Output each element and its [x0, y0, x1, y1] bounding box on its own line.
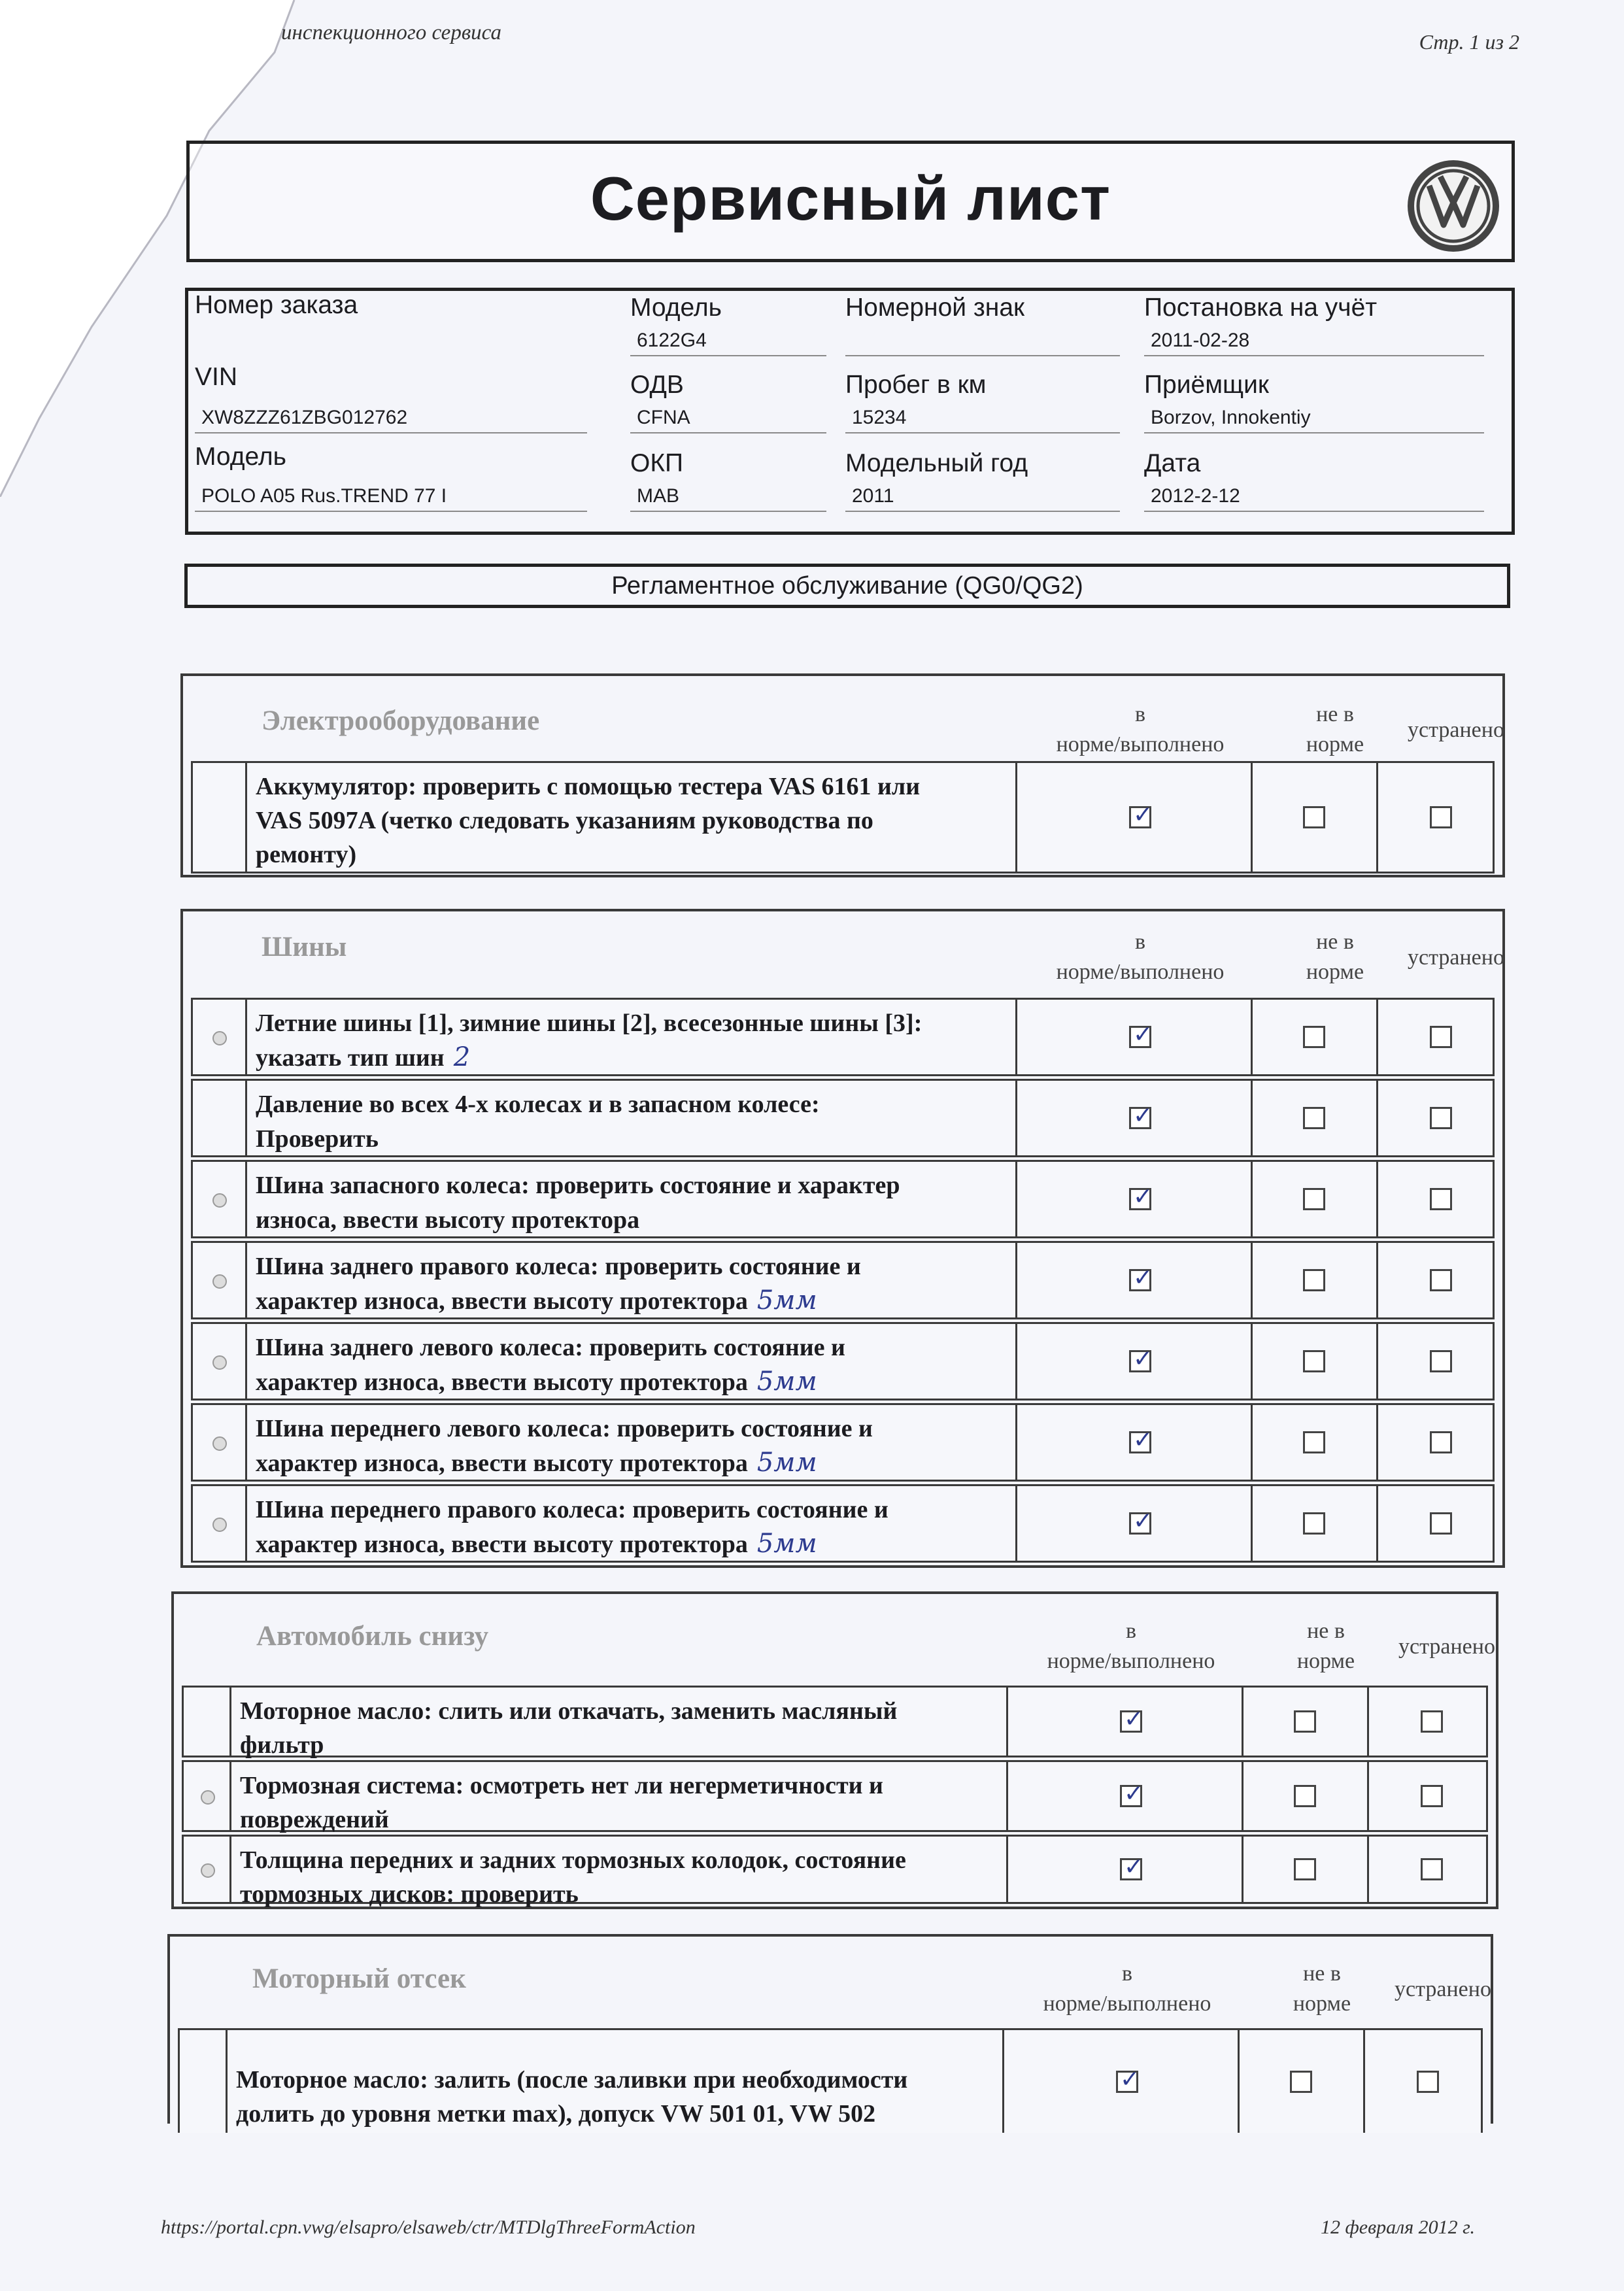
column-ok-header: в норме/выполнено — [1056, 930, 1225, 984]
model-code-value: 6122G4 — [630, 325, 826, 356]
checkbox-fixed[interactable] — [1430, 1512, 1452, 1535]
handwritten-note: 5мм — [756, 1448, 817, 1478]
okp-label: ОКП — [630, 449, 684, 477]
checklist-row — [191, 1160, 1495, 1238]
checkbox-ok[interactable] — [1120, 1858, 1142, 1880]
section-title: Автомобиль снизу — [256, 1621, 489, 1652]
date-label: Дата — [1144, 449, 1201, 477]
checkbox-fixed[interactable] — [1430, 1350, 1452, 1372]
checklist-row — [182, 1760, 1488, 1832]
registration-label: Постановка на учёт — [1144, 294, 1378, 322]
vin-value: XW8ZZZ61ZBG012762 — [195, 402, 587, 433]
model-year-label: Модельный год — [845, 449, 1028, 477]
checkbox-not-ok[interactable] — [1303, 1431, 1325, 1453]
model-label: Модель — [195, 443, 286, 471]
section-engine-bay — [167, 1934, 1493, 2128]
checkbox-fixed[interactable] — [1430, 1026, 1452, 1048]
checklist-row — [182, 1686, 1488, 1757]
odv-label: ОДВ — [630, 371, 684, 399]
mileage-label: Пробег в км — [845, 371, 987, 399]
checkbox-fixed[interactable] — [1421, 1785, 1443, 1807]
checklist-row — [182, 1835, 1488, 1908]
row-text: Шина заднего правого колеса: проверить состояние и характер износа, ввести высоту протектора 5мм — [256, 1253, 861, 1315]
checkbox-fixed[interactable] — [1430, 806, 1452, 828]
checklist-row — [191, 1079, 1495, 1157]
checkbox-fixed[interactable] — [1430, 1431, 1452, 1453]
checkbox-not-ok[interactable] — [1303, 1026, 1325, 1048]
row-text: Шина переднего правого колеса: проверить состояние и характер износа, ввести высоту протектора 5мм — [256, 1496, 888, 1559]
section-title: Моторный отсек — [252, 1963, 466, 1994]
column-fixed-header: устранено — [1395, 1977, 1491, 2001]
row-text: Тормозная система: осмотреть нет ли негерметичности и повреждений — [240, 1772, 883, 1833]
checkbox-not-ok[interactable] — [1294, 1710, 1316, 1733]
row-text: Давление во всех 4-х колесах и в запасном колесе: Проверить — [256, 1091, 820, 1153]
checklist-row — [178, 2028, 1483, 2133]
row-text: Толщина передних и задних тормозных колодок, состояние тормозных дисков: проверить — [240, 1846, 906, 1908]
section-title: Электрооборудование — [262, 705, 540, 736]
checkbox-not-ok[interactable] — [1303, 1512, 1325, 1535]
odv-value: CFNA — [630, 402, 826, 433]
row-bullet-icon — [212, 1274, 227, 1289]
checkbox-not-ok[interactable] — [1303, 1188, 1325, 1210]
checkbox-not-ok[interactable] — [1303, 1107, 1325, 1129]
checkbox-ok[interactable] — [1129, 1350, 1151, 1372]
checkbox-fixed[interactable] — [1421, 1858, 1443, 1880]
okp-value: MAB — [630, 481, 826, 512]
checkbox-fixed[interactable] — [1430, 1107, 1452, 1129]
row-bullet-icon — [212, 1193, 227, 1208]
checklist-row — [191, 761, 1495, 874]
handwritten-note: 5мм — [756, 1285, 817, 1315]
title-box — [186, 141, 1515, 262]
vin-label: VIN — [195, 363, 238, 391]
column-ok-header: в норме/выполнено — [1047, 1619, 1215, 1673]
checkbox-ok[interactable] — [1129, 1188, 1151, 1210]
handwritten-note: 5мм — [756, 1366, 817, 1397]
model-code-label: Модель — [630, 294, 722, 322]
checkbox-fixed[interactable] — [1430, 1269, 1452, 1291]
model-value: POLO A05 Rus.TREND 77 I — [195, 481, 587, 512]
row-bullet-icon — [212, 1031, 227, 1045]
checkbox-ok[interactable] — [1129, 806, 1151, 828]
row-text: Моторное масло: слить или откачать, заменить масляный фильтр — [240, 1697, 898, 1759]
checkbox-not-ok[interactable] — [1294, 1785, 1316, 1807]
service-type-box: Регламентное обслуживание (QG0/QG2) — [184, 564, 1510, 608]
order-label: Номер заказа — [195, 291, 358, 319]
section-title: Шины — [262, 932, 347, 962]
vehicle-info-table — [185, 288, 1515, 535]
checkbox-ok[interactable] — [1120, 1710, 1142, 1733]
checklist-row — [191, 1322, 1495, 1400]
checkbox-not-ok[interactable] — [1303, 1350, 1325, 1372]
model-year-value: 2011 — [845, 481, 1120, 512]
checklist-row — [191, 998, 1495, 1076]
checkbox-fixed[interactable] — [1421, 1710, 1443, 1733]
checkbox-fixed[interactable] — [1430, 1188, 1452, 1210]
plate-value — [845, 325, 1120, 356]
row-text: Шина запасного колеса: проверить состояние и характер износа, ввести высоту протектора — [256, 1172, 900, 1234]
column-fixed-header: устранено — [1408, 945, 1504, 970]
checkbox-ok[interactable] — [1129, 1431, 1151, 1453]
section-tires — [180, 909, 1505, 1568]
row-text: Летние шины [1], зимние шины [2], всесезонные шины [3]: указать тип шин 2 — [256, 1010, 922, 1072]
footer-url: https://portal.cpn.vwg/elsapro/elsaweb/ctr/MTDlgThreeFormAction — [161, 2216, 696, 2238]
checklist-row — [191, 1403, 1495, 1482]
row-text: Моторное масло: залить (после заливки при необходимости долить до уровня метки max), допуск VW 501 01, VW 502 — [236, 2066, 908, 2128]
checkbox-ok[interactable] — [1129, 1026, 1151, 1048]
row-text: Аккумулятор: проверить с помощью тестера VAS 6161 или VAS 5097A (четко следовать указаниям руководства по ремонту) — [256, 773, 921, 868]
column-not-ok-header: не в норме — [1293, 1961, 1351, 2016]
column-not-ok-header: не в норме — [1296, 1619, 1355, 1673]
row-text: Шина переднего левого колеса: проверить состояние и характер износа, ввести высоту протектора 5мм — [256, 1415, 873, 1478]
checkbox-ok[interactable] — [1116, 2071, 1138, 2093]
row-bullet-icon — [201, 1790, 215, 1805]
checklist-row — [191, 1484, 1495, 1563]
checkbox-not-ok[interactable] — [1294, 1858, 1316, 1880]
handwritten-note: 5мм — [756, 1529, 817, 1559]
checkbox-ok[interactable] — [1129, 1107, 1151, 1129]
row-bullet-icon — [201, 1863, 215, 1878]
page-title: Сервисный лист — [590, 164, 1111, 233]
handwritten-note: 2 — [453, 1042, 471, 1072]
checkbox-not-ok[interactable] — [1303, 806, 1325, 828]
row-bullet-icon — [212, 1355, 227, 1370]
checkbox-fixed[interactable] — [1417, 2071, 1439, 2093]
checklist-row — [191, 1241, 1495, 1319]
row-text: Шина заднего левого колеса: проверить состояние и характер износа, ввести высоту протектора 5мм — [256, 1334, 845, 1397]
mileage-value: 15234 — [845, 402, 1120, 433]
row-bullet-icon — [212, 1518, 227, 1532]
section-underbody — [171, 1591, 1498, 1909]
checkbox-not-ok[interactable] — [1303, 1269, 1325, 1291]
receiver-value: Borzov, Innokentiy — [1144, 402, 1484, 433]
column-not-ok-header: не в норме — [1306, 930, 1364, 984]
checkbox-not-ok[interactable] — [1290, 2071, 1312, 2093]
vw-logo — [1404, 157, 1502, 255]
column-not-ok-header: не в норме — [1306, 702, 1364, 756]
registration-value: 2011-02-28 — [1144, 325, 1484, 356]
section-electrical — [180, 673, 1505, 877]
footer-date: 12 февраля 2012 г. — [1321, 2216, 1475, 2238]
plate-label: Номерной знак — [845, 294, 1025, 322]
column-ok-header: в норме/выполнено — [1056, 702, 1225, 756]
column-ok-header: в норме/выполнено — [1043, 1961, 1211, 2016]
checkbox-ok[interactable] — [1129, 1512, 1151, 1535]
date-value: 2012-2-12 — [1144, 481, 1484, 512]
row-bullet-icon — [193, 763, 247, 872]
column-fixed-header: устранено — [1398, 1635, 1495, 1659]
checkbox-ok[interactable] — [1129, 1269, 1151, 1291]
row-bullet-icon — [212, 1436, 227, 1451]
receiver-label: Приёмщик — [1144, 371, 1269, 399]
page-counter: Стр. 1 из 2 — [1419, 30, 1519, 54]
checkbox-ok[interactable] — [1120, 1785, 1142, 1807]
header-service-name: инспекционного сервиса — [281, 21, 501, 44]
column-fixed-header: устранено — [1408, 718, 1504, 742]
